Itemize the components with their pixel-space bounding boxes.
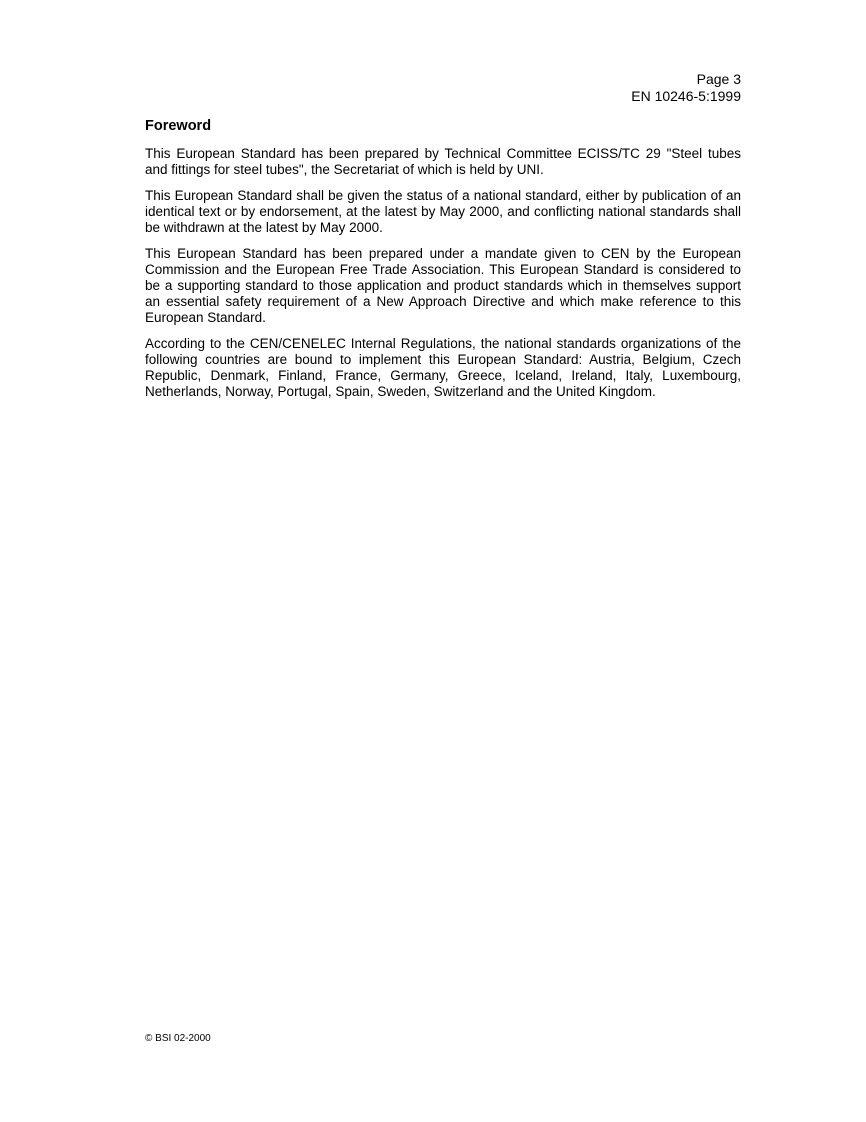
paragraph-committee: This European Standard has been prepared by Technical Committee ECISS/TC 29 "Steel tubes and fittings for steel tubes", the Secretariat of which is held by UNI. — [145, 146, 741, 177]
page-header — [631, 71, 741, 105]
copyright-footer: © BSI 02-2000 — [145, 1033, 211, 1044]
paragraph-regulations: According to the CEN/CENELEC Internal Regulations, the national standards organizations of the following countries are bound to implement this European Standard: Austria, Belgium, Czech Republic, Denmark, Finland, France, Germany, Greece, Iceland, Ireland, Italy, Luxembourg, Netherlands, Norway, Portugal, Spain, Sweden, Switzerland and the United Kingdom. — [145, 336, 741, 399]
section-title: Foreword — [145, 118, 212, 134]
paragraph-mandate: This European Standard has been prepared under a mandate given to CEN by the European Commission and the European Free Trade Association. This European Standard is considered to be a supporting standard to those application and product standards which in themselves support an essential safety requirement of a New Approach Directive and which make reference to this European Standard. — [145, 246, 741, 325]
page-number: Page 3 — [696, 71, 741, 87]
foreword-section — [145, 117, 741, 410]
paragraph-status: This European Standard shall be given the status of a national standard, either by publication of an identical text or by endorsement, at the latest by May 2000, and conflicting national standards shall be withdrawn at the latest by May 2000. — [145, 188, 741, 235]
document-id: EN 10246-5:1999 — [631, 88, 741, 104]
